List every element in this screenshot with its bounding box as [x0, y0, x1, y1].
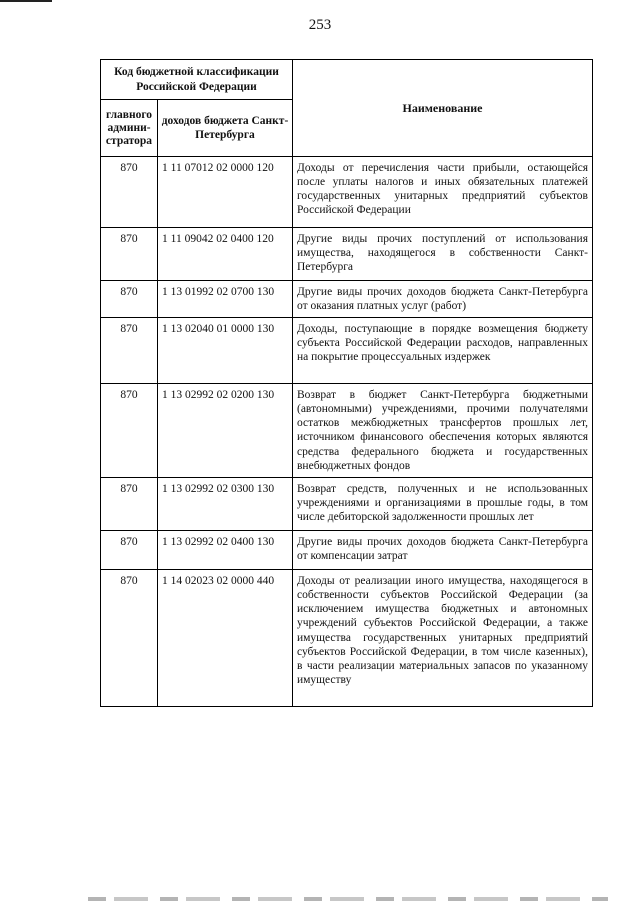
table-row [101, 318, 593, 384]
revenue-code-cell: 1 13 01992 02 0700 130 [158, 281, 293, 318]
admin-code-cell: 870 [101, 318, 158, 384]
table-row [101, 157, 593, 228]
top-rule [0, 0, 52, 2]
revenue-name-cell: Другие виды прочих поступлений от использования имущества, находящегося в собственности Санкт-Петербурга [293, 228, 593, 281]
table-row [101, 570, 593, 707]
revenue-name-cell: Другие виды прочих доходов бюджета Санкт-Петербурга от компенсации затрат [293, 531, 593, 570]
header-name: Наименование [293, 60, 593, 157]
admin-code-cell: 870 [101, 570, 158, 707]
table-row [101, 228, 593, 281]
header-chief-administrator: главного админи-стратора [101, 100, 158, 157]
revenue-name-cell: Доходы от перечисления части прибыли, остающейся после уплаты налогов и иных обязательных платежей государственных унитарных предприятий субъектов Российской Федерации [293, 157, 593, 228]
revenue-code-cell: 1 14 02023 02 0000 440 [158, 570, 293, 707]
revenue-code-cell: 1 11 07012 02 0000 120 [158, 157, 293, 228]
revenue-name-cell: Доходы от реализации иного имущества, находящегося в собственности субъектов Российской Федерации (за исключением имущества бюджетных и автономных учреждений субъектов Российской Федерации, а также имущества государственных унитарных предприятий субъектов Российской Федерации, в том числе казенных), в части реализации материальных запасов по указанному имуществу [293, 570, 593, 707]
revenue-code-cell: 1 11 09042 02 0400 120 [158, 228, 293, 281]
admin-code-cell: 870 [101, 384, 158, 478]
revenue-name-cell: Возврат средств, полученных и не использованных учреждениями и организациями в прошлые годы, в том числе дебиторской задолженности прошлых лет [293, 478, 593, 531]
budget-classification-table [100, 59, 593, 707]
admin-code-cell: 870 [101, 531, 158, 570]
table-row [101, 384, 593, 478]
revenue-name-cell: Доходы, поступающие в порядке возмещения бюджету субъекта Российской Федерации расходов, направленных на покрытие процессуальных издержек [293, 318, 593, 384]
revenue-name-cell: Другие виды прочих доходов бюджета Санкт-Петербурга от оказания платных услуг (работ) [293, 281, 593, 318]
header-budget-classification-code: Код бюджетной классификации Российской Федерации [101, 60, 293, 100]
admin-code-cell: 870 [101, 281, 158, 318]
revenue-code-cell: 1 13 02992 02 0200 130 [158, 384, 293, 478]
admin-code-cell: 870 [101, 228, 158, 281]
revenue-code-cell: 1 13 02992 02 0400 130 [158, 531, 293, 570]
table-row [101, 281, 593, 318]
header-revenue-code: доходов бюджета Санкт-Петербурга [158, 100, 293, 157]
revenue-code-cell: 1 13 02992 02 0300 130 [158, 478, 293, 531]
page-number: 253 [308, 17, 332, 33]
admin-code-cell: 870 [101, 478, 158, 531]
scan-footer-noise [88, 897, 608, 901]
revenue-name-cell: Возврат в бюджет Санкт-Петербурга бюджетными (автономными) учреждениями, прочими получателями остатков межбюджетных трансфертов прошлых лет, источником финансового обеспечения которых являются средства федерального бюджета и государственных внебюджетных фондов [293, 384, 593, 478]
table-row [101, 531, 593, 570]
admin-code-cell: 870 [101, 157, 158, 228]
table-row [101, 478, 593, 531]
revenue-code-cell: 1 13 02040 01 0000 130 [158, 318, 293, 384]
